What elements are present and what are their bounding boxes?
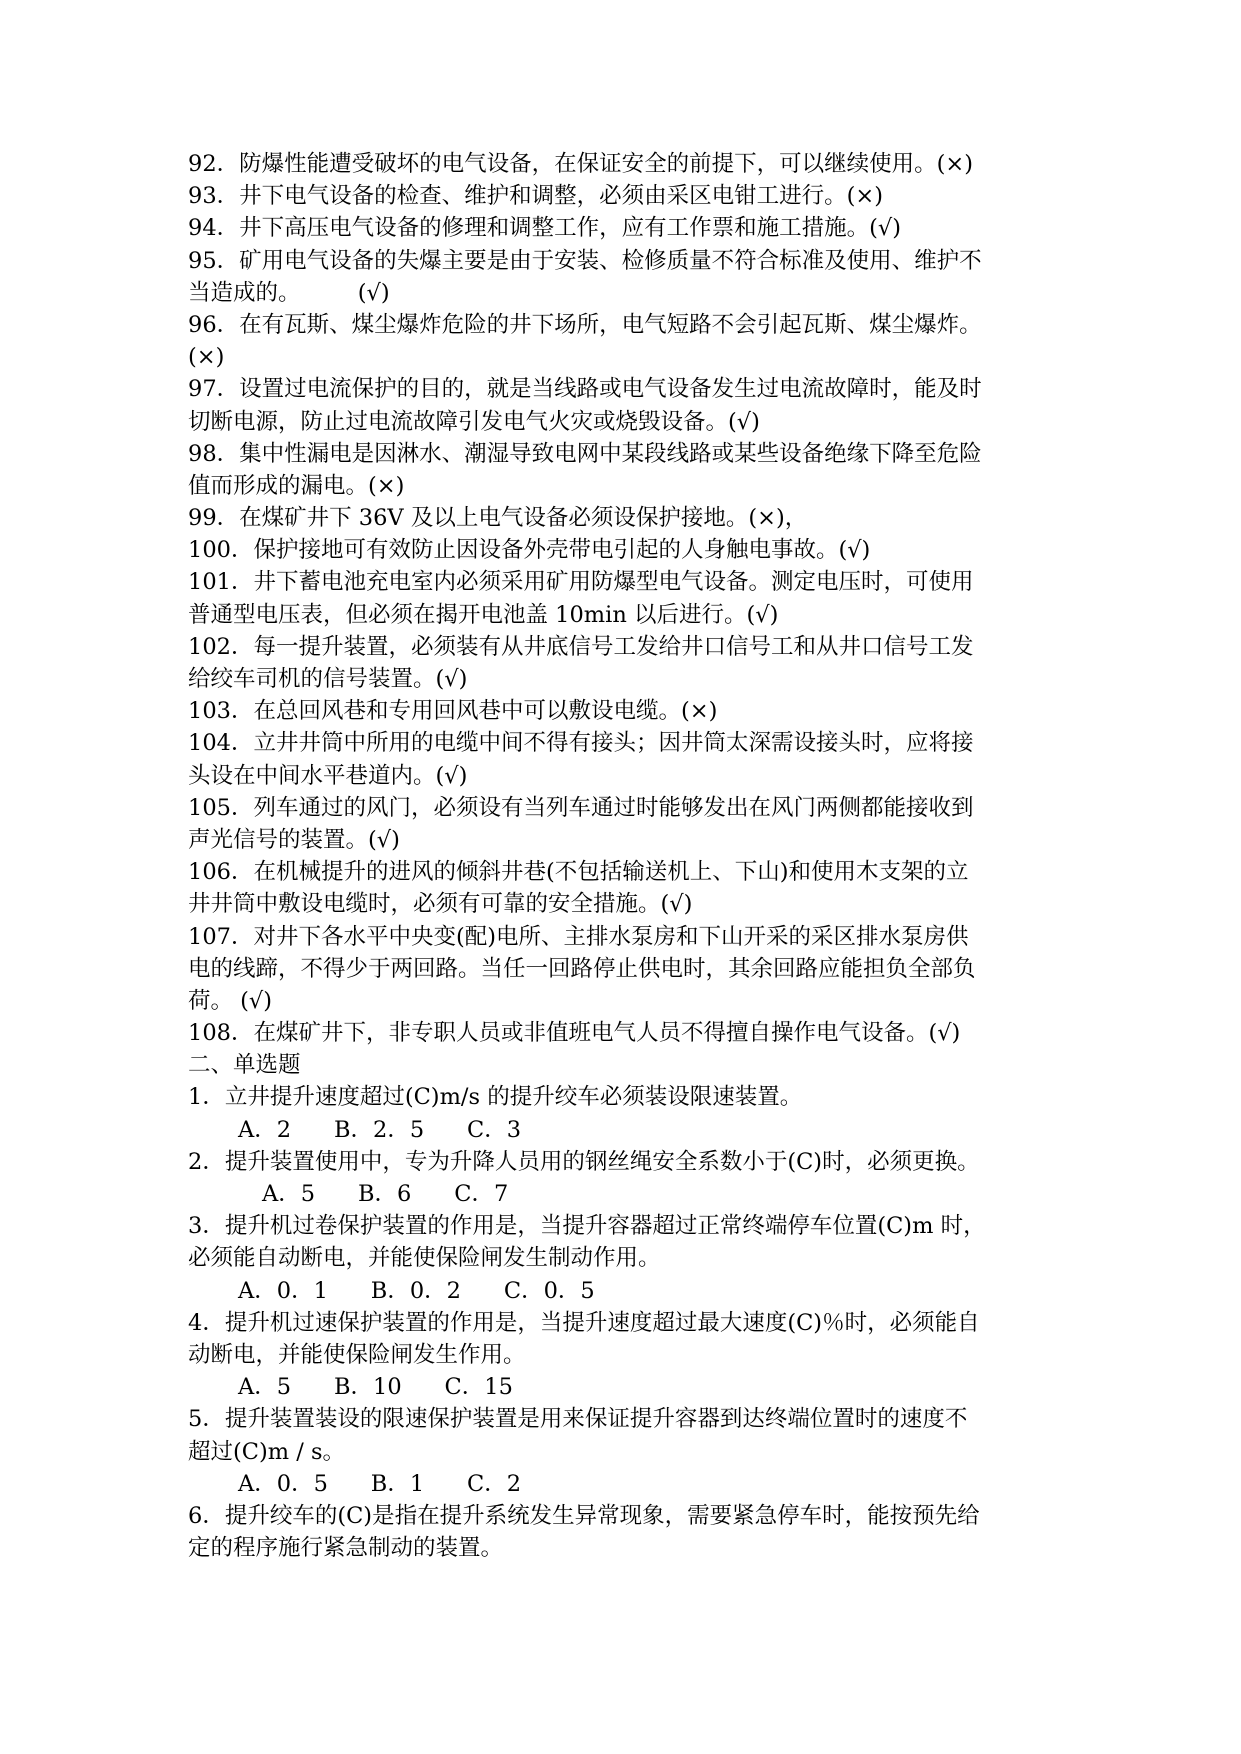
answer-options-line: A．0．5 B．1 C．2 <box>238 1470 522 1497</box>
question-text-line: 值而形成的漏电。(×) <box>188 472 405 499</box>
question-text-line: 必须能自动断电，并能使保险闸发生制动作用。 <box>188 1245 661 1272</box>
question-text-line: 超过(C)m / s。 <box>188 1438 346 1465</box>
question-text-line: 104．立井井筒中所用的电缆中间不得有接头；因井筒太深需设接头时，应将接 <box>188 730 974 757</box>
question-text-line: 95．矿用电气设备的失爆主要是由于安装、检修质量不符合标准及使用、维护不 <box>188 247 982 274</box>
question-text-line: 102．每一提升装置，必须装有从井底信号工发给井口信号工和从井口信号工发 <box>188 633 974 660</box>
question-text-line: 3．提升机过卷保护装置的作用是，当提升容器超过正常终端停车位置(C)m 时， <box>188 1213 986 1240</box>
question-text-line: 普通型电压表，但必须在揭开电池盖 10min 以后进行。(√) <box>188 601 779 628</box>
question-text-line: 当造成的。 (√) <box>188 279 390 306</box>
document-body <box>188 148 1056 1564</box>
question-text-line: 6．提升绞车的(C)是指在提升系统发生异常现象，需要紧急停车时，能按预先给 <box>188 1502 980 1529</box>
question-text-line: 96．在有瓦斯、煤尘爆炸危险的井下场所，电气短路不会引起瓦斯、煤尘爆炸。 <box>188 311 982 338</box>
answer-options-line: A．5 B．6 C．7 <box>262 1181 509 1207</box>
question-text-line: 97．设置过电流保护的目的，就是当线路或电气设备发生过电流故障时，能及时 <box>188 376 982 403</box>
answer-options-line: A．2 B．2．5 C．3 <box>238 1116 522 1143</box>
question-text-line: 93．井下电气设备的检查、维护和调整，必须由采区电钳工进行。(×) <box>188 183 884 210</box>
question-text-line: 声光信号的装置。(√) <box>188 826 400 853</box>
question-text-line: (×) <box>188 344 225 371</box>
question-text-line: 动断电，并能使保险闸发生作用。 <box>188 1341 526 1368</box>
question-text-line: 电的线蹄，不得少于两回路。当任一回路停止供电时，其余回路应能担负全部负 <box>188 955 976 982</box>
question-text-line: 2．提升装置使用中，专为升降人员用的钢丝绳安全系数小于(C)时，必须更换。 <box>188 1148 980 1175</box>
question-text-line: 108．在煤矿井下，非专职人员或非值班电气人员不得擅自操作电气设备。(√) <box>188 1020 961 1047</box>
question-text-line: 106．在机械提升的进风的倾斜井巷(不包括输送机上、下山)和使用木支架的立 <box>188 859 969 886</box>
question-text-line: 99．在煤矿井下 36V 及以上电气设备必须设保护接地。(×)， <box>188 505 808 532</box>
question-text-line: 100．保护接地可有效防止因设备外壳带电引起的人身触电事故。(√) <box>188 537 871 564</box>
question-text-line: 定的程序施行紧急制动的装置。 <box>188 1535 504 1562</box>
question-text-line: 92．防爆性能遭受破坏的电气设备，在保证安全的前提下，可以继续使用。(×) <box>188 151 974 177</box>
question-text-line: 头设在中间水平巷道内。(√) <box>188 762 468 789</box>
question-text-line: 1．立井提升速度超过(C)m/s 的提升绞车必须装设限速装置。 <box>188 1084 803 1111</box>
question-text-line: 4．提升机过速保护装置的作用是，当提升速度超过最大速度(C)％时，必须能自 <box>188 1309 980 1336</box>
question-text-line: 107．对井下各水平中央变(配)电所、主排水泵房和下山开采的采区排水泵房供 <box>188 923 969 950</box>
question-text-line: 井井筒中敷设电缆时，必须有可靠的安全措施。(√) <box>188 891 693 918</box>
question-text-line: 荷。 (√) <box>188 987 273 1014</box>
section-heading: 二、单选题 <box>188 1052 301 1079</box>
answer-options-line: A．0．1 B．0．2 C．0．5 <box>238 1277 595 1304</box>
question-text-line: 给绞车司机的信号装置。(√) <box>188 666 468 692</box>
question-text-line: 101．井下蓄电池充电室内必须采用矿用防爆型电气设备。测定电压时，可使用 <box>188 569 974 596</box>
answer-options-line: A．5 B．10 C．15 <box>238 1374 513 1401</box>
question-text-line: 98．集中性漏电是因淋水、潮湿导致电网中某段线路或某些设备绝缘下降至危险 <box>188 440 982 467</box>
question-text-line: 103．在总回风巷和专用回风巷中可以敷设电缆。(×) <box>188 698 718 725</box>
question-text-line: 94．井下高压电气设备的修理和调整工作，应有工作票和施工措施。(√) <box>188 215 902 242</box>
question-text-line: 切断电源，防止过电流故障引发电气火灾或烧毁设备。(√) <box>188 408 760 435</box>
question-text-line: 5．提升装置装设的限速保护装置是用来保证提升容器到达终端位置时的速度不 <box>188 1406 968 1433</box>
question-text-line: 105．列车通过的风门，必须设有当列车通过时能够发出在风门两侧都能接收到 <box>188 794 974 821</box>
